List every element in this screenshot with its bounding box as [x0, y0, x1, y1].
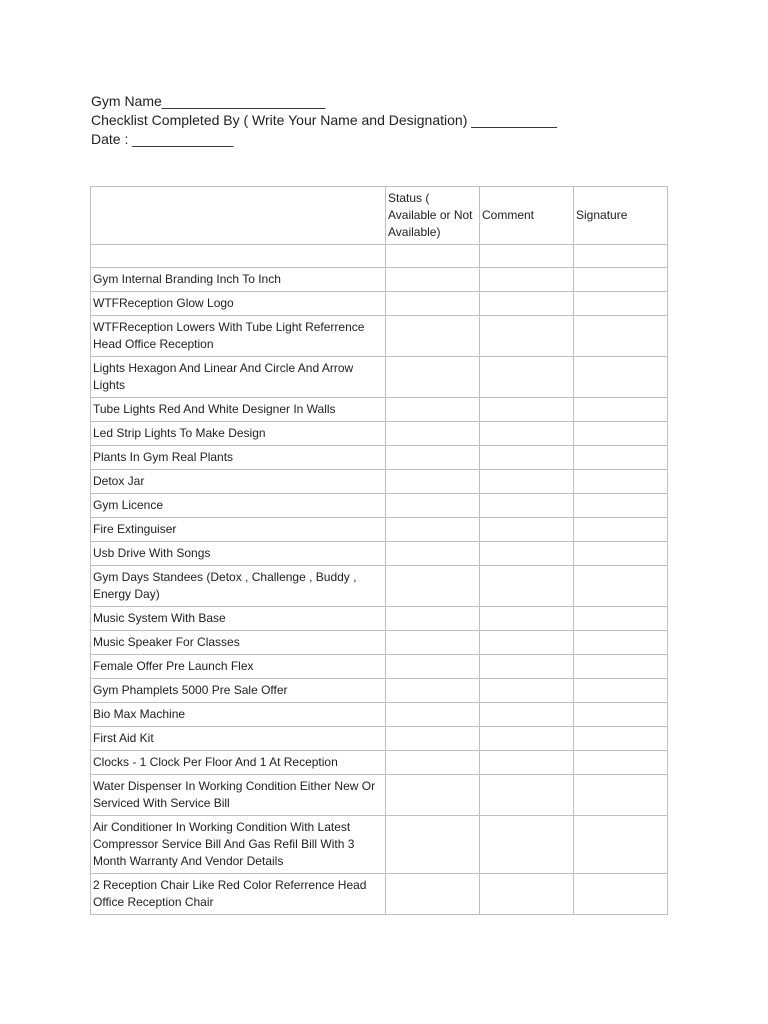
signature-cell[interactable] [574, 422, 668, 446]
table-row [91, 775, 668, 816]
comment-cell[interactable] [480, 607, 574, 631]
status-cell[interactable] [386, 518, 480, 542]
item-cell: Gym Phamplets 5000 Pre Sale Offer [91, 679, 386, 703]
status-cell[interactable] [386, 542, 480, 566]
status-header-line: Available or Not [388, 208, 473, 222]
table-row [91, 566, 668, 607]
item-cell: Tube Lights Red And White Designer In Walls [91, 398, 386, 422]
status-cell[interactable] [386, 874, 480, 915]
status-cell[interactable] [386, 357, 480, 398]
signature-cell[interactable] [574, 751, 668, 775]
signature-cell[interactable] [574, 245, 668, 268]
item-cell: Detox Jar [91, 470, 386, 494]
item-cell: First Aid Kit [91, 727, 386, 751]
status-cell[interactable] [386, 775, 480, 816]
comment-cell[interactable] [480, 655, 574, 679]
signature-cell[interactable] [574, 775, 668, 816]
status-cell[interactable] [386, 566, 480, 607]
item-cell: Led Strip Lights To Make Design [91, 422, 386, 446]
item-cell: Female Offer Pre Launch Flex [91, 655, 386, 679]
status-cell[interactable] [386, 446, 480, 470]
signature-cell[interactable] [574, 268, 668, 292]
comment-cell[interactable] [480, 292, 574, 316]
comment-cell[interactable] [480, 703, 574, 727]
table-row [91, 679, 668, 703]
item-cell: Bio Max Machine [91, 703, 386, 727]
form-header [91, 92, 557, 149]
comment-cell[interactable] [480, 874, 574, 915]
item-cell: Gym Days Standees (Detox , Challenge , Buddy , Energy Day) [91, 566, 386, 607]
item-cell: Clocks - 1 Clock Per Floor And 1 At Reception [91, 751, 386, 775]
comment-cell[interactable] [480, 816, 574, 874]
item-cell: Air Conditioner In Working Condition With Latest Compressor Service Bill And Gas Refil Bill With 3 Month Warranty And Vendor Details [91, 816, 386, 874]
signature-cell[interactable] [574, 446, 668, 470]
item-cell: Plants In Gym Real Plants [91, 446, 386, 470]
status-cell[interactable] [386, 631, 480, 655]
status-header-line: Available) [388, 225, 441, 239]
comment-cell[interactable] [480, 518, 574, 542]
signature-cell[interactable] [574, 357, 668, 398]
table-row [91, 245, 668, 268]
table-row [91, 446, 668, 470]
comment-cell[interactable] [480, 542, 574, 566]
comment-column-header: Comment [480, 187, 574, 245]
status-cell[interactable] [386, 607, 480, 631]
signature-cell[interactable] [574, 292, 668, 316]
table-row [91, 357, 668, 398]
comment-cell[interactable] [480, 679, 574, 703]
signature-cell[interactable] [574, 679, 668, 703]
comment-cell[interactable] [480, 751, 574, 775]
date-field: Date : _____________ [91, 131, 234, 147]
status-cell[interactable] [386, 422, 480, 446]
table-row [91, 751, 668, 775]
comment-cell[interactable] [480, 422, 574, 446]
table-row [91, 703, 668, 727]
item-cell [91, 245, 386, 268]
table-row [91, 816, 668, 874]
item-cell: Water Dispenser In Working Condition Either New Or Serviced With Service Bill [91, 775, 386, 816]
status-column-header [386, 187, 480, 245]
signature-cell[interactable] [574, 494, 668, 518]
table-row [91, 727, 668, 751]
item-cell: Usb Drive With Songs [91, 542, 386, 566]
status-cell[interactable] [386, 470, 480, 494]
status-cell[interactable] [386, 316, 480, 357]
table-row [91, 542, 668, 566]
table-row [91, 398, 668, 422]
status-cell[interactable] [386, 398, 480, 422]
comment-cell[interactable] [480, 775, 574, 816]
table-row [91, 631, 668, 655]
comment-cell[interactable] [480, 316, 574, 357]
completed-by-field: Checklist Completed By ( Write Your Name and Designation) ___________ [91, 112, 557, 128]
signature-cell[interactable] [574, 655, 668, 679]
table-row [91, 422, 668, 446]
signature-cell[interactable] [574, 631, 668, 655]
status-cell[interactable] [386, 751, 480, 775]
table-row [91, 607, 668, 631]
gym-name-field: Gym Name_____________________ [91, 93, 326, 109]
signature-cell[interactable] [574, 398, 668, 422]
comment-cell[interactable] [480, 631, 574, 655]
signature-cell[interactable] [574, 727, 668, 751]
item-cell: Lights Hexagon And Linear And Circle And Arrow Lights [91, 357, 386, 398]
signature-cell[interactable] [574, 470, 668, 494]
item-cell: Fire Extinguiser [91, 518, 386, 542]
comment-cell[interactable] [480, 357, 574, 398]
comment-cell[interactable] [480, 398, 574, 422]
status-cell[interactable] [386, 727, 480, 751]
item-column-header [91, 187, 386, 245]
comment-cell[interactable] [480, 268, 574, 292]
signature-cell[interactable] [574, 542, 668, 566]
table-header-row [91, 187, 668, 245]
comment-cell[interactable] [480, 494, 574, 518]
table-row [91, 655, 668, 679]
table-row [91, 268, 668, 292]
signature-cell[interactable] [574, 874, 668, 915]
comment-cell[interactable] [480, 446, 574, 470]
status-cell[interactable] [386, 816, 480, 874]
signature-cell[interactable] [574, 816, 668, 874]
item-cell: WTFReception Lowers With Tube Light Referrence Head Office Reception [91, 316, 386, 357]
signature-cell[interactable] [574, 566, 668, 607]
status-cell[interactable] [386, 292, 480, 316]
status-cell[interactable] [386, 679, 480, 703]
status-header-line: Status ( [388, 191, 430, 205]
status-cell[interactable] [386, 268, 480, 292]
item-cell: Gym Licence [91, 494, 386, 518]
signature-cell[interactable] [574, 703, 668, 727]
status-cell[interactable] [386, 703, 480, 727]
signature-cell[interactable] [574, 607, 668, 631]
signature-cell[interactable] [574, 518, 668, 542]
item-cell: 2 Reception Chair Like Red Color Referrence Head Office Reception Chair [91, 874, 386, 915]
comment-cell[interactable] [480, 470, 574, 494]
status-cell[interactable] [386, 655, 480, 679]
table-row [91, 874, 668, 915]
table-row [91, 292, 668, 316]
item-cell: Gym Internal Branding Inch To Inch [91, 268, 386, 292]
status-cell[interactable] [386, 494, 480, 518]
table-row [91, 316, 668, 357]
item-cell: Music Speaker For Classes [91, 631, 386, 655]
comment-cell[interactable] [480, 566, 574, 607]
comment-cell[interactable] [480, 245, 574, 268]
item-cell: Music System With Base [91, 607, 386, 631]
table-row [91, 470, 668, 494]
signature-column-header: Signature [574, 187, 668, 245]
status-cell[interactable] [386, 245, 480, 268]
item-cell: WTFReception Glow Logo [91, 292, 386, 316]
table-row [91, 518, 668, 542]
signature-cell[interactable] [574, 316, 668, 357]
comment-cell[interactable] [480, 727, 574, 751]
table-row [91, 494, 668, 518]
checklist-table [90, 186, 668, 915]
